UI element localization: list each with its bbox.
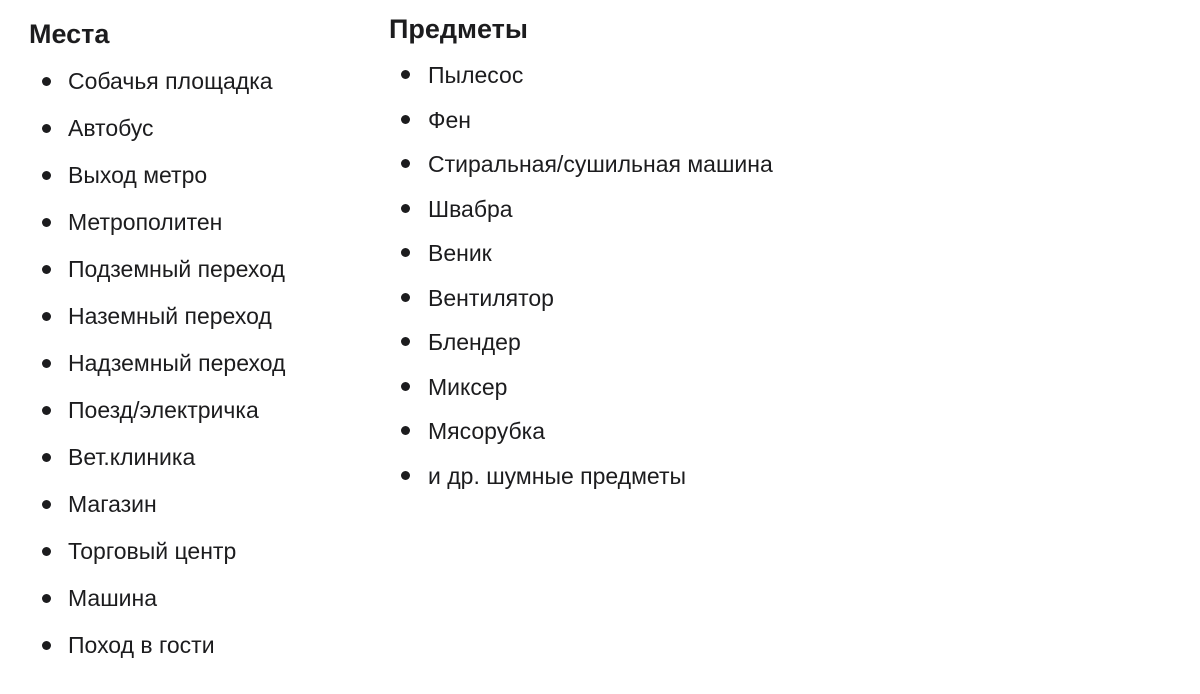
list-item-label: Вет.клиника (68, 444, 196, 470)
list-item-label: Пылесос (428, 62, 524, 88)
places-heading: Места (29, 19, 110, 49)
list-item-label: Торговый центр (68, 538, 237, 564)
list-item-label: Подземный переход (68, 256, 285, 282)
list-item (29, 64, 285, 111)
list-item (29, 534, 285, 581)
bullet-icon (42, 312, 51, 321)
list-item (389, 58, 773, 103)
list-item-label: Магазин (68, 491, 157, 517)
bullet-icon (401, 248, 410, 257)
list-item-label: Автобус (68, 115, 154, 141)
list-item (389, 147, 773, 192)
list-item (29, 581, 285, 628)
list-item (389, 192, 773, 237)
list-item-label: Блендер (428, 329, 521, 355)
bullet-icon (42, 218, 51, 227)
list-item (389, 414, 773, 459)
bullet-icon (401, 426, 410, 435)
bullet-icon (42, 77, 51, 86)
list-item-label: Фен (428, 106, 471, 133)
list-item-label: Выход метро (68, 162, 208, 188)
list-item (389, 459, 773, 504)
list-item-label: Веник (428, 240, 492, 266)
list-item (29, 111, 285, 158)
bullet-icon (42, 500, 51, 509)
bullet-icon (401, 159, 410, 168)
list-item (29, 346, 285, 393)
bullet-icon (42, 453, 51, 462)
list-item (29, 299, 285, 346)
bullet-icon (401, 293, 410, 302)
list-item-label: Миксер (428, 373, 508, 400)
bullet-icon (42, 406, 51, 415)
list-item-label: Надземный переход (68, 350, 286, 376)
bullet-icon (401, 115, 410, 124)
list-item-label: Собачья площадка (68, 68, 273, 94)
list-item-label: Поход в гости (68, 632, 215, 658)
list-item-label: Стиральная/сушильная машина (428, 151, 773, 177)
list-item (29, 205, 285, 252)
bullet-icon (42, 594, 51, 603)
bullet-icon (401, 337, 410, 346)
bullet-icon (42, 641, 51, 650)
list-item (389, 236, 773, 281)
list-item (389, 281, 773, 326)
bullet-icon (42, 124, 51, 133)
list-item (389, 325, 773, 370)
bullet-icon (401, 382, 410, 391)
bullet-icon (42, 547, 51, 556)
list-item-label: Вентилятор (428, 284, 554, 311)
list-item (29, 393, 285, 440)
list-item (29, 440, 285, 487)
bullet-icon (42, 171, 51, 180)
list-item-label: Метрополитен (68, 209, 223, 235)
list-item (389, 370, 773, 415)
bullet-icon (401, 70, 410, 79)
list-item (389, 103, 773, 148)
list-item-label: и др. шумные предметы (428, 462, 687, 489)
list-item-label: Швабра (428, 195, 513, 222)
list-item (29, 487, 285, 534)
list-item-label: Машина (68, 585, 158, 611)
bullet-icon (401, 471, 410, 480)
list-item (29, 628, 285, 675)
bullet-icon (42, 265, 51, 274)
bullet-icon (42, 359, 51, 368)
list-item (29, 252, 285, 299)
list-item-label: Наземный переход (68, 303, 272, 329)
places-list (29, 64, 285, 675)
objects-heading: Предметы (389, 14, 528, 44)
objects-list (389, 58, 773, 503)
list-item-label: Мясорубка (428, 418, 545, 444)
list-item-label: Поезд/электричка (68, 397, 259, 423)
list-item (29, 158, 285, 205)
bullet-icon (401, 204, 410, 213)
